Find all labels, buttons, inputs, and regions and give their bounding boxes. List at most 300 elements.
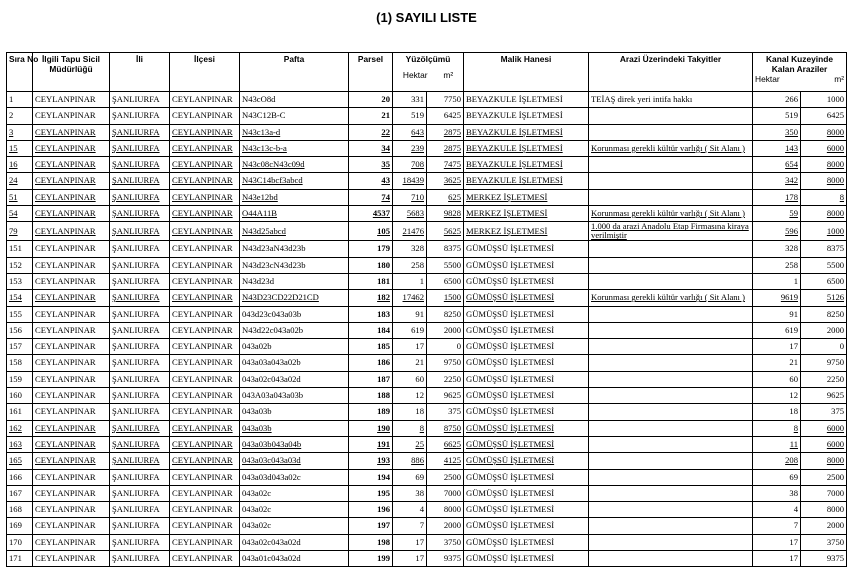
table-row bbox=[7, 241, 847, 257]
cell-m2: 5500 bbox=[427, 257, 464, 273]
header-yuzolcumu-label: Yüzölçümü bbox=[405, 54, 451, 64]
table-row bbox=[7, 108, 847, 124]
cell-kanal-hektar: 208 bbox=[753, 453, 801, 469]
cell-kanal-m2: 6500 bbox=[801, 273, 847, 289]
cell-kanal-m2: 6000 bbox=[801, 420, 847, 436]
cell-parsel: 180 bbox=[349, 257, 393, 273]
cell-takyit: Korunması gerekli kültür varlığı ( Sit Alanı ) bbox=[589, 206, 753, 222]
cell-kanal-hektar: 17 bbox=[753, 551, 801, 567]
table-row bbox=[7, 404, 847, 420]
cell-hektar: 1 bbox=[393, 273, 427, 289]
cell-malik: GÜMÜŞSÜ İŞLETMESİ bbox=[464, 420, 589, 436]
cell-parsel: 185 bbox=[349, 339, 393, 355]
table-row bbox=[7, 157, 847, 173]
cell-kanal-hektar: 21 bbox=[753, 355, 801, 371]
cell-ilce: CEYLANPINAR bbox=[170, 241, 240, 257]
cell-parsel: 194 bbox=[349, 469, 393, 485]
cell-pafta: 043a03a043a02b bbox=[240, 355, 349, 371]
cell-kanal-m2: 1000 bbox=[801, 222, 847, 241]
header-kanal-label: Kanal Kuzeyinde Kalan Araziler bbox=[766, 54, 834, 74]
cell-parsel: 181 bbox=[349, 273, 393, 289]
cell-m2: 2500 bbox=[427, 469, 464, 485]
cell-parsel: 188 bbox=[349, 388, 393, 404]
cell-takyit bbox=[589, 241, 753, 257]
cell-ilce: CEYLANPINAR bbox=[170, 371, 240, 387]
cell-pafta: 043a02c043a02d bbox=[240, 371, 349, 387]
cell-sira: 171 bbox=[7, 551, 33, 567]
cell-parsel: 74 bbox=[349, 189, 393, 205]
table-row bbox=[7, 222, 847, 241]
cell-pafta: 043d23c043a03b bbox=[240, 306, 349, 322]
cell-malik: GÜMÜŞSÜ İŞLETMESİ bbox=[464, 518, 589, 534]
cell-il: ŞANLIURFA bbox=[110, 241, 170, 257]
cell-tapu: CEYLANPINAR bbox=[33, 453, 110, 469]
cell-sira: 166 bbox=[7, 469, 33, 485]
cell-kanal-m2: 9375 bbox=[801, 551, 847, 567]
cell-kanal-m2: 1000 bbox=[801, 92, 847, 108]
cell-m2: 6425 bbox=[427, 108, 464, 124]
cell-ilce: CEYLANPINAR bbox=[170, 273, 240, 289]
cell-m2: 3625 bbox=[427, 173, 464, 189]
cell-takyit bbox=[589, 124, 753, 140]
cell-kanal-m2: 8375 bbox=[801, 241, 847, 257]
cell-kanal-hektar: 17 bbox=[753, 534, 801, 550]
cell-il: ŞANLIURFA bbox=[110, 157, 170, 173]
cell-parsel: 199 bbox=[349, 551, 393, 567]
cell-kanal-hektar: 17 bbox=[753, 339, 801, 355]
cell-hektar: 708 bbox=[393, 157, 427, 173]
cell-sira: 167 bbox=[7, 485, 33, 501]
cell-parsel: 187 bbox=[349, 371, 393, 387]
cell-hektar: 886 bbox=[393, 453, 427, 469]
cell-il: ŞANLIURFA bbox=[110, 388, 170, 404]
cell-kanal-hektar: 8 bbox=[753, 420, 801, 436]
cell-pafta: N43d23aN43d23b bbox=[240, 241, 349, 257]
cell-pafta: 043a02c043a02d bbox=[240, 534, 349, 550]
cell-parsel: 196 bbox=[349, 502, 393, 518]
cell-pafta: 043a03c043a03d bbox=[240, 453, 349, 469]
cell-kanal-hektar: 11 bbox=[753, 436, 801, 452]
cell-takyit bbox=[589, 436, 753, 452]
cell-m2: 7750 bbox=[427, 92, 464, 108]
cell-pafta: N43e12bd bbox=[240, 189, 349, 205]
cell-hektar: 17462 bbox=[393, 290, 427, 306]
cell-tapu: CEYLANPINAR bbox=[33, 206, 110, 222]
cell-pafta: 043a02c bbox=[240, 485, 349, 501]
cell-hektar: 18439 bbox=[393, 173, 427, 189]
cell-malik: GÜMÜŞSÜ İŞLETMESİ bbox=[464, 485, 589, 501]
table-row bbox=[7, 388, 847, 404]
cell-takyit bbox=[589, 502, 753, 518]
cell-m2: 3750 bbox=[427, 534, 464, 550]
cell-hektar: 17 bbox=[393, 339, 427, 355]
cell-pafta: O44A11B bbox=[240, 206, 349, 222]
cell-pafta: 043a02b bbox=[240, 339, 349, 355]
cell-kanal-m2: 6000 bbox=[801, 436, 847, 452]
table-row bbox=[7, 485, 847, 501]
cell-kanal-hektar: 59 bbox=[753, 206, 801, 222]
cell-tapu: CEYLANPINAR bbox=[33, 420, 110, 436]
cell-sira: 158 bbox=[7, 355, 33, 371]
cell-sira: 168 bbox=[7, 502, 33, 518]
cell-pafta: 043a03b bbox=[240, 420, 349, 436]
cell-kanal-hektar: 328 bbox=[753, 241, 801, 257]
cell-ilce: CEYLANPINAR bbox=[170, 551, 240, 567]
cell-sira: 154 bbox=[7, 290, 33, 306]
cell-sira: 3 bbox=[7, 124, 33, 140]
cell-ilce: CEYLANPINAR bbox=[170, 388, 240, 404]
cell-tapu: CEYLANPINAR bbox=[33, 322, 110, 338]
cell-malik: BEYAZKULE İŞLETMESİ bbox=[464, 124, 589, 140]
cell-malik: GÜMÜŞSÜ İŞLETMESİ bbox=[464, 339, 589, 355]
cell-sira: 152 bbox=[7, 257, 33, 273]
cell-tapu: CEYLANPINAR bbox=[33, 502, 110, 518]
cell-ilce: CEYLANPINAR bbox=[170, 355, 240, 371]
cell-kanal-m2: 3750 bbox=[801, 534, 847, 550]
cell-kanal-m2: 9625 bbox=[801, 388, 847, 404]
cell-m2: 5625 bbox=[427, 222, 464, 241]
cell-kanal-hektar: 12 bbox=[753, 388, 801, 404]
cell-kanal-m2: 7000 bbox=[801, 485, 847, 501]
cell-kanal-m2: 8000 bbox=[801, 206, 847, 222]
cell-malik: GÜMÜŞSÜ İŞLETMESİ bbox=[464, 502, 589, 518]
cell-parsel: 191 bbox=[349, 436, 393, 452]
cell-parsel: 197 bbox=[349, 518, 393, 534]
cell-parsel: 34 bbox=[349, 140, 393, 156]
cell-hektar: 38 bbox=[393, 485, 427, 501]
cell-hektar: 519 bbox=[393, 108, 427, 124]
header-kanal-units bbox=[755, 74, 844, 84]
cell-takyit bbox=[589, 453, 753, 469]
cell-malik: GÜMÜŞSÜ İŞLETMESİ bbox=[464, 355, 589, 371]
cell-takyit bbox=[589, 173, 753, 189]
cell-ilce: CEYLANPINAR bbox=[170, 420, 240, 436]
cell-il: ŞANLIURFA bbox=[110, 551, 170, 567]
cell-tapu: CEYLANPINAR bbox=[33, 551, 110, 567]
header-m2: m² bbox=[443, 70, 454, 80]
cell-hektar: 18 bbox=[393, 404, 427, 420]
cell-kanal-hektar: 69 bbox=[753, 469, 801, 485]
cell-m2: 1500 bbox=[427, 290, 464, 306]
cell-kanal-hektar: 258 bbox=[753, 257, 801, 273]
cell-kanal-m2: 0 bbox=[801, 339, 847, 355]
cell-tapu: CEYLANPINAR bbox=[33, 222, 110, 241]
cell-il: ŞANLIURFA bbox=[110, 108, 170, 124]
cell-ilce: CEYLANPINAR bbox=[170, 404, 240, 420]
cell-sira: 153 bbox=[7, 273, 33, 289]
cell-sira: 159 bbox=[7, 371, 33, 387]
cell-kanal-m2: 8000 bbox=[801, 502, 847, 518]
cell-tapu: CEYLANPINAR bbox=[33, 173, 110, 189]
cell-m2: 2875 bbox=[427, 140, 464, 156]
cell-takyit bbox=[589, 257, 753, 273]
cell-tapu: CEYLANPINAR bbox=[33, 534, 110, 550]
cell-takyit bbox=[589, 388, 753, 404]
cell-hektar: 710 bbox=[393, 189, 427, 205]
cell-il: ŞANLIURFA bbox=[110, 371, 170, 387]
header-ilce: İlçesi bbox=[170, 53, 240, 92]
cell-pafta: N43C12B-C bbox=[240, 108, 349, 124]
cell-m2: 2000 bbox=[427, 518, 464, 534]
cell-m2: 625 bbox=[427, 189, 464, 205]
cell-takyit: Korunması gerekli kültür varlığı ( Sit Alanı ) bbox=[589, 290, 753, 306]
cell-sira: 1 bbox=[7, 92, 33, 108]
cell-takyit bbox=[589, 534, 753, 550]
cell-ilce: CEYLANPINAR bbox=[170, 124, 240, 140]
document-title: (1) SAYILI LISTE bbox=[376, 10, 477, 25]
cell-tapu: CEYLANPINAR bbox=[33, 92, 110, 108]
cell-malik: GÜMÜŞSÜ İŞLETMESİ bbox=[464, 453, 589, 469]
cell-kanal-m2: 2000 bbox=[801, 518, 847, 534]
cell-parsel: 182 bbox=[349, 290, 393, 306]
cell-tapu: CEYLANPINAR bbox=[33, 436, 110, 452]
header-tapu: İlgili Tapu Sicil Müdürlüğü bbox=[33, 53, 110, 92]
cell-il: ŞANLIURFA bbox=[110, 290, 170, 306]
cell-il: ŞANLIURFA bbox=[110, 322, 170, 338]
cell-sira: 16 bbox=[7, 157, 33, 173]
cell-pafta: 043a03b bbox=[240, 404, 349, 420]
cell-tapu: CEYLANPINAR bbox=[33, 355, 110, 371]
header-parsel: Parsel bbox=[349, 53, 393, 92]
cell-takyit bbox=[589, 273, 753, 289]
cell-hektar: 69 bbox=[393, 469, 427, 485]
header-takyit: Arazi Üzerindeki Takyitler bbox=[589, 53, 753, 92]
cell-ilce: CEYLANPINAR bbox=[170, 322, 240, 338]
cell-takyit bbox=[589, 404, 753, 420]
cell-malik: GÜMÜŞSÜ İŞLETMESİ bbox=[464, 257, 589, 273]
cell-hektar: 328 bbox=[393, 241, 427, 257]
cell-sira: 157 bbox=[7, 339, 33, 355]
table-row bbox=[7, 173, 847, 189]
cell-il: ŞANLIURFA bbox=[110, 355, 170, 371]
cell-il: ŞANLIURFA bbox=[110, 469, 170, 485]
cell-parsel: 195 bbox=[349, 485, 393, 501]
cell-tapu: CEYLANPINAR bbox=[33, 108, 110, 124]
cell-takyit: Korunması gerekli kültür varlığı ( Sit Alanı ) bbox=[589, 140, 753, 156]
cell-pafta: 043a02c bbox=[240, 518, 349, 534]
cell-hektar: 643 bbox=[393, 124, 427, 140]
cell-malik: GÜMÜŞSÜ İŞLETMESİ bbox=[464, 534, 589, 550]
table-row bbox=[7, 92, 847, 108]
cell-il: ŞANLIURFA bbox=[110, 420, 170, 436]
cell-kanal-m2: 6425 bbox=[801, 108, 847, 124]
cell-hektar: 17 bbox=[393, 551, 427, 567]
cell-il: ŞANLIURFA bbox=[110, 518, 170, 534]
cell-malik: GÜMÜŞSÜ İŞLETMESİ bbox=[464, 404, 589, 420]
table-row bbox=[7, 371, 847, 387]
cell-sira: 79 bbox=[7, 222, 33, 241]
cell-kanal-m2: 6000 bbox=[801, 140, 847, 156]
cell-il: ŞANLIURFA bbox=[110, 173, 170, 189]
cell-kanal-hektar: 342 bbox=[753, 173, 801, 189]
cell-pafta: N43d23d bbox=[240, 273, 349, 289]
header-sira: Sıra No bbox=[7, 53, 33, 92]
cell-takyit bbox=[589, 371, 753, 387]
cell-tapu: CEYLANPINAR bbox=[33, 339, 110, 355]
cell-takyit bbox=[589, 518, 753, 534]
cell-takyit bbox=[589, 339, 753, 355]
cell-sira: 15 bbox=[7, 140, 33, 156]
cell-hektar: 239 bbox=[393, 140, 427, 156]
cell-sira: 162 bbox=[7, 420, 33, 436]
cell-kanal-hektar: 143 bbox=[753, 140, 801, 156]
cell-sira: 165 bbox=[7, 453, 33, 469]
cell-sira: 163 bbox=[7, 436, 33, 452]
cell-takyit bbox=[589, 157, 753, 173]
cell-parsel: 22 bbox=[349, 124, 393, 140]
cell-hektar: 17 bbox=[393, 534, 427, 550]
cell-ilce: CEYLANPINAR bbox=[170, 290, 240, 306]
cell-parsel: 198 bbox=[349, 534, 393, 550]
cell-m2: 6500 bbox=[427, 273, 464, 289]
cell-tapu: CEYLANPINAR bbox=[33, 124, 110, 140]
cell-kanal-hektar: 596 bbox=[753, 222, 801, 241]
cell-ilce: CEYLANPINAR bbox=[170, 502, 240, 518]
table-row bbox=[7, 140, 847, 156]
cell-m2: 7475 bbox=[427, 157, 464, 173]
cell-takyit bbox=[589, 108, 753, 124]
cell-il: ŞANLIURFA bbox=[110, 306, 170, 322]
cell-pafta: N43d22c043a02b bbox=[240, 322, 349, 338]
cell-parsel: 179 bbox=[349, 241, 393, 257]
cell-hektar: 4 bbox=[393, 502, 427, 518]
cell-ilce: CEYLANPINAR bbox=[170, 453, 240, 469]
cell-kanal-hektar: 38 bbox=[753, 485, 801, 501]
cell-malik: BEYAZKULE İŞLETMESİ bbox=[464, 92, 589, 108]
table-row bbox=[7, 420, 847, 436]
cell-tapu: CEYLANPINAR bbox=[33, 273, 110, 289]
header-yuzolcumu bbox=[393, 53, 464, 92]
cell-ilce: CEYLANPINAR bbox=[170, 518, 240, 534]
cell-il: ŞANLIURFA bbox=[110, 257, 170, 273]
cell-tapu: CEYLANPINAR bbox=[33, 241, 110, 257]
table-row bbox=[7, 518, 847, 534]
cell-m2: 2875 bbox=[427, 124, 464, 140]
header-kanal-m2: m² bbox=[834, 74, 845, 84]
cell-pafta: N43c13c-b-a bbox=[240, 140, 349, 156]
cell-kanal-m2: 8000 bbox=[801, 157, 847, 173]
cell-tapu: CEYLANPINAR bbox=[33, 485, 110, 501]
cell-kanal-hektar: 18 bbox=[753, 404, 801, 420]
header-hektar: Hektar bbox=[402, 70, 428, 80]
table-row bbox=[7, 273, 847, 289]
cell-tapu: CEYLANPINAR bbox=[33, 157, 110, 173]
cell-hektar: 8 bbox=[393, 420, 427, 436]
cell-pafta: N43D23CD22D21CD bbox=[240, 290, 349, 306]
cell-tapu: CEYLANPINAR bbox=[33, 371, 110, 387]
cell-takyit bbox=[589, 485, 753, 501]
cell-malik: BEYAZKULE İŞLETMESİ bbox=[464, 140, 589, 156]
cell-sira: 2 bbox=[7, 108, 33, 124]
cell-malik: BEYAZKULE İŞLETMESİ bbox=[464, 173, 589, 189]
cell-malik: MERKEZ İŞLETMESİ bbox=[464, 189, 589, 205]
table-row bbox=[7, 206, 847, 222]
cell-pafta: 043a02c bbox=[240, 502, 349, 518]
cell-malik: GÜMÜŞSÜ İŞLETMESİ bbox=[464, 371, 589, 387]
cell-kanal-hektar: 350 bbox=[753, 124, 801, 140]
header-yuzolcumu-units bbox=[395, 70, 461, 80]
cell-hektar: 25 bbox=[393, 436, 427, 452]
table-row bbox=[7, 322, 847, 338]
cell-il: ŞANLIURFA bbox=[110, 404, 170, 420]
table-row bbox=[7, 355, 847, 371]
cell-m2: 4125 bbox=[427, 453, 464, 469]
cell-takyit bbox=[589, 322, 753, 338]
cell-hektar: 12 bbox=[393, 388, 427, 404]
cell-kanal-m2: 2250 bbox=[801, 371, 847, 387]
cell-kanal-hektar: 4 bbox=[753, 502, 801, 518]
table-row bbox=[7, 290, 847, 306]
table-row bbox=[7, 551, 847, 567]
cell-ilce: CEYLANPINAR bbox=[170, 436, 240, 452]
cell-sira: 169 bbox=[7, 518, 33, 534]
cell-malik: GÜMÜŞSÜ İŞLETMESİ bbox=[464, 273, 589, 289]
cell-ilce: CEYLANPINAR bbox=[170, 485, 240, 501]
cell-pafta: 043a03d043a02c bbox=[240, 469, 349, 485]
cell-ilce: CEYLANPINAR bbox=[170, 206, 240, 222]
cell-tapu: CEYLANPINAR bbox=[33, 189, 110, 205]
cell-hektar: 258 bbox=[393, 257, 427, 273]
cell-kanal-m2: 8000 bbox=[801, 124, 847, 140]
cell-ilce: CEYLANPINAR bbox=[170, 140, 240, 156]
cell-malik: GÜMÜŞSÜ İŞLETMESİ bbox=[464, 306, 589, 322]
cell-pafta: 043A03a043a03b bbox=[240, 388, 349, 404]
cell-malik: GÜMÜŞSÜ İŞLETMESİ bbox=[464, 551, 589, 567]
cell-il: ŞANLIURFA bbox=[110, 189, 170, 205]
cell-ilce: CEYLANPINAR bbox=[170, 92, 240, 108]
cell-il: ŞANLIURFA bbox=[110, 124, 170, 140]
cell-il: ŞANLIURFA bbox=[110, 339, 170, 355]
cell-pafta: N43cO8d bbox=[240, 92, 349, 108]
header-kanal-hektar: Hektar bbox=[755, 74, 780, 84]
cell-hektar: 7 bbox=[393, 518, 427, 534]
cell-takyit bbox=[589, 355, 753, 371]
cell-hektar: 331 bbox=[393, 92, 427, 108]
cell-kanal-m2: 8250 bbox=[801, 306, 847, 322]
cell-sira: 51 bbox=[7, 189, 33, 205]
cell-parsel: 20 bbox=[349, 92, 393, 108]
cell-malik: GÜMÜŞSÜ İŞLETMESİ bbox=[464, 469, 589, 485]
table-row bbox=[7, 469, 847, 485]
cell-ilce: CEYLANPINAR bbox=[170, 108, 240, 124]
cell-malik: GÜMÜŞSÜ İŞLETMESİ bbox=[464, 388, 589, 404]
cell-m2: 8375 bbox=[427, 241, 464, 257]
table-row bbox=[7, 306, 847, 322]
table-row bbox=[7, 189, 847, 205]
cell-kanal-hektar: 619 bbox=[753, 322, 801, 338]
header-kanal bbox=[753, 53, 847, 92]
cell-kanal-hektar: 7 bbox=[753, 518, 801, 534]
cell-tapu: CEYLANPINAR bbox=[33, 469, 110, 485]
cell-il: ŞANLIURFA bbox=[110, 485, 170, 501]
cell-parsel: 21 bbox=[349, 108, 393, 124]
cell-pafta: N43d23cN43d23b bbox=[240, 257, 349, 273]
table-body bbox=[7, 92, 847, 567]
cell-sira: 54 bbox=[7, 206, 33, 222]
header-pafta: Pafta bbox=[240, 53, 349, 92]
cell-pafta: N43C14bcf3abcd bbox=[240, 173, 349, 189]
cell-tapu: CEYLANPINAR bbox=[33, 290, 110, 306]
cell-parsel: 193 bbox=[349, 453, 393, 469]
cell-takyit bbox=[589, 551, 753, 567]
cell-kanal-hektar: 519 bbox=[753, 108, 801, 124]
cell-malik: MERKEZ İŞLETMESİ bbox=[464, 206, 589, 222]
cell-malik: BEYAZKULE İŞLETMESİ bbox=[464, 108, 589, 124]
cell-sira: 161 bbox=[7, 404, 33, 420]
cell-malik: BEYAZKULE İŞLETMESİ bbox=[464, 157, 589, 173]
cell-il: ŞANLIURFA bbox=[110, 453, 170, 469]
cell-sira: 24 bbox=[7, 173, 33, 189]
